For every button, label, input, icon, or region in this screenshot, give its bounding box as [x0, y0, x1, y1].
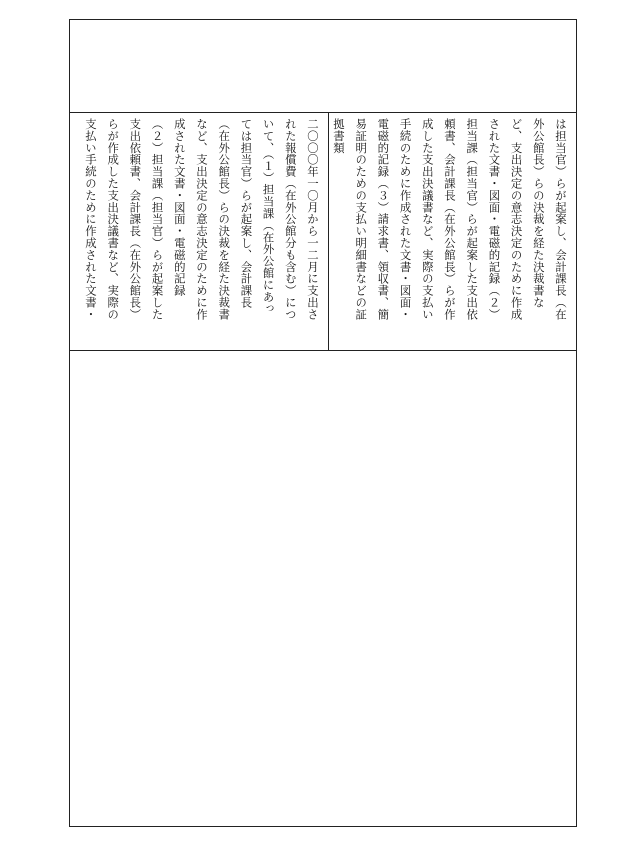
left-text-column: 支出依頼書、会計課長（在外公館長）: [128, 118, 143, 321]
right-text-column: された文書・図面・電磁的記録（２）: [487, 118, 502, 321]
row-divider-top: [69, 112, 577, 113]
right-text-column: 電磁的記録（３）請求書、領収書、簡: [376, 118, 391, 321]
right-text-column: 頼書、会計課長（在外公館長）らが作: [442, 118, 457, 321]
left-text-column: （在外公館長）らの決裁を経た決裁書: [217, 118, 232, 321]
right-text-column: 手続のために作成された文書・図面・: [398, 118, 413, 321]
right-text-column: 担当課（担当官）らが起案した支出依: [465, 118, 480, 321]
right-text-column: ど、支出決定の意志決定のために作成: [509, 118, 524, 321]
left-text-column: 成された文書・図面・電磁的記録: [172, 118, 187, 297]
right-text-column: 易証明のための支払い明細書などの証: [354, 118, 369, 321]
right-text-block: [328, 118, 572, 344]
right-text-column: は担当官）らが起案し、会計課長（在: [554, 118, 568, 321]
row-divider-bottom: [69, 350, 577, 351]
left-text-column: など、支出決定の意志決定のために作: [194, 118, 209, 321]
right-text-column: 成した支出決議書など、実際の支払い: [420, 118, 435, 321]
right-text-column: 外公館長）らの決裁を経た決裁書な: [531, 118, 546, 309]
left-text-column: いて、（１）担当課（在外公館にあっ: [261, 118, 276, 315]
left-text-column: 支払い手続のために作成された文書・: [83, 118, 98, 321]
left-text-column: ては担当官）らが起案し、会計課長: [239, 118, 254, 309]
left-text-column: 二〇〇〇年一〇月から一二月に支出さ: [306, 118, 320, 321]
left-text-column: らが作成した支出決議書など、実際の: [106, 118, 121, 321]
right-text-column: 拠書類: [331, 118, 346, 154]
left-text-column: （２）担当課（担当官）らが起案した: [150, 118, 165, 321]
left-text-block: [80, 118, 324, 344]
left-text-column: れた報償費（在外公館分も含む）につ: [283, 118, 298, 321]
